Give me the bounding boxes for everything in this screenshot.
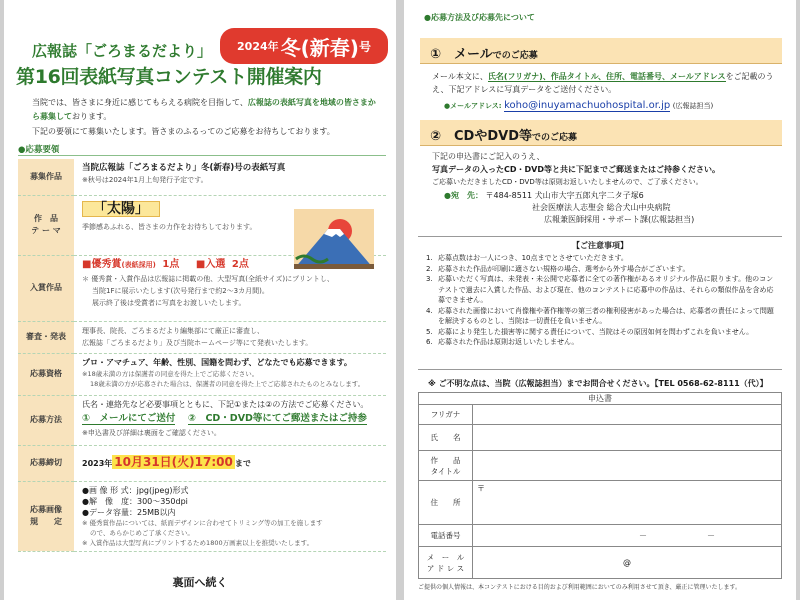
option-email-title: ① メール	[430, 47, 493, 62]
work-title-label	[419, 451, 473, 481]
work-title-field[interactable]	[473, 451, 782, 481]
note-item	[426, 306, 776, 327]
row-value	[74, 353, 386, 395]
note-text: 応募された作品が印刷に適さない規格の場合、選考から外す場合がございます。	[438, 264, 690, 273]
phone-field[interactable]	[473, 525, 782, 547]
address-line-1: 〒484-8511 犬山市大字五郎丸字二タ子塚6	[485, 191, 644, 200]
address-label: ●宛 先：	[444, 191, 483, 200]
qualification-note-2: 18歳未満の方が応募された場合は、保護者の同意を得た上でご応募されたものとみなします。	[90, 379, 365, 388]
option-email-sub: でのご応募	[492, 51, 538, 61]
work-title-label-text: 作 品 タイトル	[430, 455, 461, 476]
form-row-email	[419, 547, 782, 579]
row-label: 審査・発表	[18, 321, 74, 353]
qualification-note-1: ※18歳未満の方は保護者の同意を得た上でご応募ください。	[82, 369, 259, 378]
note-number: 4.	[426, 306, 433, 315]
row-label: 応募資格	[18, 353, 74, 395]
note-number: 5.	[426, 327, 433, 336]
method-option-email: ① メールにてご送付	[82, 412, 176, 424]
row-deadline	[18, 445, 386, 481]
furigana-label: フリガナ	[419, 405, 473, 425]
prize-best-count: 1点	[162, 258, 180, 270]
form-row-phone	[419, 525, 782, 547]
name-label: 氏 名	[419, 425, 473, 451]
prize-note-2: 当院1Fに展示いたします(次号発行まで約2～3カ月間)。	[92, 286, 269, 295]
qualification-text: プロ・アマチュア、年齢、性別、国籍を問わず、どなたでも応募できます。	[82, 357, 352, 367]
prize-note-1: ＊ 優秀賞・入賞作品は広報誌に掲載の他、大型写真(全紙サイズ)にプリントし、	[82, 274, 334, 283]
application-form	[418, 392, 782, 579]
prize-best: ■優秀賞	[82, 258, 122, 270]
email-dept: (広報誌担当)	[672, 102, 714, 110]
notes-list	[418, 251, 782, 348]
option-cd-sub: でのご応募	[531, 133, 577, 143]
notes-title: 【ご注意事項】	[572, 241, 628, 250]
section-heading: ●応募方法及び応募先について	[424, 13, 535, 22]
row-method	[18, 395, 386, 445]
cd-text-1: 下記の申込書にご記入のうえ、	[432, 152, 545, 161]
issue-season: 冬(新春)	[280, 35, 359, 60]
note-text: 応募点数はお一人につき、10点までとさせていただきます。	[438, 254, 628, 262]
note-text: 応募された作品は原則お返しいたしません。	[438, 338, 579, 346]
issue-badge	[220, 28, 388, 64]
furigana-field[interactable]	[473, 405, 782, 425]
name-field[interactable]	[473, 425, 782, 451]
flyer-front-page	[4, 0, 396, 600]
intro-part-b: おります。	[72, 112, 112, 121]
intro-text	[32, 96, 382, 124]
email-line	[444, 100, 713, 111]
cd-text-3: ご応募いただきましたCD・DVD等は原則お返しいたしませんので、ご了承ください。	[432, 178, 703, 186]
notes-box	[418, 236, 782, 370]
note-number: 3.	[426, 275, 433, 283]
row-label: 応募締切	[18, 445, 74, 481]
email-text-2: をご記載のうえ、下記アドレスに写真データをご送付ください。	[432, 72, 774, 94]
row-qualification	[18, 353, 386, 395]
spec-size: ●データ容量：25MB以内	[82, 507, 176, 517]
email-label: ●メールアドレス:	[444, 102, 502, 110]
spec-note-3: ※ 入賞作品は大型写真にプリントするため1800万画素以上を推奨いたします。	[82, 538, 314, 547]
at-sign: @	[623, 558, 631, 567]
note-text: 応募により発生した損害等に関する責任について、当院はその原因如何を問わずこれを負いません。	[438, 327, 754, 336]
method-note: ※申込書及び詳細は裏面をご確認ください。	[82, 428, 221, 437]
deadline-date: 10月31日(火)17:00	[114, 455, 233, 469]
prize-entry-count: 2点	[231, 258, 249, 270]
address-line-3: 広報兼医師採用・サポート課(広報誌担当)	[544, 215, 695, 224]
address-line-2: 社会医療法人志聖会 総合犬山中央病院	[532, 203, 671, 212]
note-text: 応募された画像において肖像権や著作権等の第三者の権利侵害があった場合は、応募者の責任によって問題を解決するものとし、当院は一切責任を負いません。	[438, 306, 774, 325]
note-item	[426, 274, 776, 306]
work-note: ※秋号は2024年1月上旬発行予定です。	[82, 176, 208, 184]
spec-resolution: ●解 像 度：300～350dpi	[82, 496, 188, 506]
option-cd-title: ② CDやDVD等	[430, 129, 532, 144]
email-address-link[interactable]: koho@inuyamachuohospital.or.jp	[504, 100, 671, 111]
phone-separator: －	[639, 531, 647, 540]
note-text: 応募いただく写真は、未発表・未公開で応募者に全ての著作権があるオリジナル作品に限ります。他のコンテストで過去に入賞した作品、および現在、他のコンテストに応募中の作品は、それらの類似作品を含め応募できません。	[438, 275, 774, 304]
row-value	[74, 159, 386, 195]
contest-title: 第16回表紙写真コンテスト開催案内	[16, 66, 322, 88]
form-title: 申込書	[419, 393, 782, 405]
spec-note-2: ので、あらかじめご了承ください。	[90, 528, 194, 537]
option-email-header	[420, 38, 782, 64]
option-cd-text	[432, 150, 782, 189]
row-label: 募集作品	[18, 159, 74, 195]
note-number: 6.	[426, 338, 433, 346]
cd-text-2: 写真データの入ったCD・DVD等と共に下記までご郵送またはご持参ください。	[432, 165, 720, 174]
row-label: 応募方法	[18, 395, 74, 445]
row-value	[74, 395, 386, 445]
address-label: 住 所	[419, 481, 473, 525]
note-number: 2.	[426, 264, 433, 273]
email-field[interactable]	[473, 547, 782, 579]
note-item	[426, 264, 776, 275]
spec-note-1: ※ 優秀賞作品については、紙面デザインに合わせてトリミング等の加工を施します	[82, 518, 323, 527]
note-item	[426, 337, 776, 348]
theme-word: 「太陽」	[82, 201, 160, 217]
section-divider	[18, 155, 386, 156]
row-label: 入賞作品	[18, 255, 74, 321]
theme-desc: 季節感あふれる、皆さまの力作をお待ちしております。	[82, 222, 257, 231]
note-item	[426, 327, 776, 338]
intro-part-a: 当院では、皆さまに身近に感じてもらえる病院を目指して、	[32, 98, 248, 107]
prize-note-3: 展示終了後は受賞者に写真をお渡しいたします。	[92, 298, 246, 307]
option-cd-header	[420, 120, 782, 146]
prize-best-sub: (表紙採用)	[121, 260, 156, 269]
mailing-address	[444, 190, 694, 226]
row-value	[74, 481, 386, 551]
email-text-1: メール本文に、	[432, 72, 488, 81]
phone-separator: －	[707, 531, 715, 540]
email-label	[419, 547, 473, 579]
spec-label: 応募画像 規 定	[30, 505, 62, 526]
inquiry-line: ※ ご不明な点は、当院（広報誌担当）までお問合せください。【TEL 0568-62-8111（代）】	[428, 379, 768, 388]
form-row-address	[419, 481, 782, 525]
email-label-text: メ ー ル ア ド レ ス	[426, 552, 465, 573]
privacy-footer: ご提供の個人情報は、本コンテストにおける目的および利用範囲においてのみ利用させて頂き、厳正に管理いたします。	[418, 584, 742, 591]
row-work	[18, 159, 386, 195]
judge-text-1: 理事長、院長、ごろまるだより編集部にて厳正に審査し、	[82, 326, 264, 335]
mount-fuji-sunrise-illustration	[294, 209, 374, 269]
deadline-year: 2023年	[82, 459, 113, 468]
note-item	[426, 253, 776, 264]
phone-label: 電話番号	[419, 525, 473, 547]
method-option-cd: ② CD・DVD等にてご郵送またはご持参	[187, 412, 367, 424]
intro-highlight: 広報誌の表紙写真を地域の皆さまから募集して	[32, 98, 376, 121]
row-value	[74, 321, 386, 353]
row-spec	[18, 481, 386, 551]
publication-name: 広報誌「ごろまるだより」	[32, 42, 213, 60]
row-label	[18, 195, 74, 255]
judge-text-2: 広報誌「ごろまるだより」及び当院ホームページ等にて発表いたします。	[82, 338, 313, 347]
prize-entry: ■入選	[195, 258, 226, 270]
spec-format: ●画 像 形 式：jpg(jpeg)形式	[82, 485, 189, 495]
form-header-row	[419, 393, 782, 405]
address-field[interactable]	[473, 481, 782, 525]
form-row-name	[419, 425, 782, 451]
form-row-furigana	[419, 405, 782, 425]
email-fields: 氏名(フリガナ)、作品タイトル、住所、電話番号、メールアドレス	[487, 72, 726, 81]
postal-mark: 〒	[477, 484, 485, 493]
row-judge	[18, 321, 386, 353]
theme-label: 作 品 テ ー マ	[31, 214, 61, 235]
continue-on-back: 裏面へ続く	[172, 576, 228, 589]
row-label	[18, 481, 74, 551]
intro-text-2: 下記の要領にて募集いたします。皆さまのふるってのご応募をお待ちしております。	[32, 127, 335, 136]
section-heading: ●応募要領	[18, 145, 60, 155]
issue-year: 2024年	[237, 40, 279, 53]
option-email-text	[432, 70, 782, 96]
deadline-suffix: まで	[234, 459, 251, 468]
issue-suffix: 号	[358, 39, 371, 54]
note-number: 1.	[426, 254, 433, 262]
method-text: 氏名・連絡先など必要事項とともに、下記①または②の方法でご応募ください。	[82, 399, 369, 409]
row-value	[74, 445, 386, 481]
flyer-back-page	[404, 0, 796, 600]
form-row-title	[419, 451, 782, 481]
work-value: 当院広報誌「ごろまるだより」冬(新春)号の表紙写真	[82, 163, 286, 173]
